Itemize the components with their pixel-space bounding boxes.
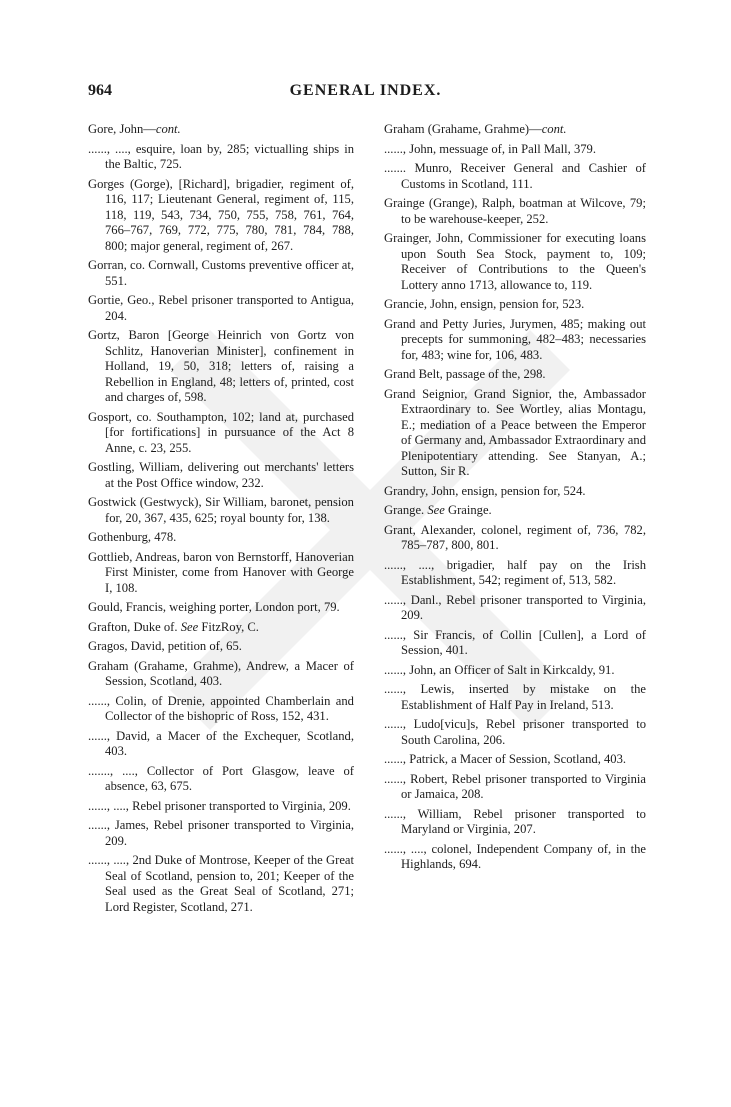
index-entry xyxy=(88,258,354,289)
index-entry xyxy=(88,495,354,526)
entry-heading: Grandry, John, xyxy=(384,483,462,498)
entry-text: Rebel prisoner transported to Virginia or Jamaica, 208. xyxy=(401,771,647,801)
index-entry xyxy=(384,717,646,748)
entry-heading: Grange. xyxy=(384,503,428,517)
entry-text: Customs preventive officer at, 551. xyxy=(105,258,354,288)
entry-heading: Gortie, Geo., xyxy=(88,293,159,307)
entry-heading: ......, John, xyxy=(384,662,440,677)
entry-text: 478. xyxy=(154,530,177,544)
entry-heading: Gragos, David, xyxy=(88,639,168,653)
entry-heading: ......, Danl., xyxy=(384,592,447,607)
index-entry xyxy=(88,122,354,138)
entry-heading: ......, Colin, of Drenie, xyxy=(88,693,211,708)
entry-text: confinement in Holland, 19, 50, 318; letters of, raising a Rebellion in England, 48; letters of, printed, cost and charges of, 598. xyxy=(105,343,355,404)
entry-text: passage of the, 298. xyxy=(445,367,546,381)
entry-heading: ......, ...., xyxy=(88,141,136,156)
entry-text: Jurymen, 485; making out precepts for summoning, 482–483; necessaries for, 483; wine for, 106, 483. xyxy=(401,316,646,362)
index-entry xyxy=(384,663,646,679)
entry-text: Commissioner for executing loans upon South Sea Stock, payment to, 109; Receiver of Contributions to the Queen's Lottery anno 1713, allowance to, 119. xyxy=(401,231,647,292)
entry-heading: ......, ...., xyxy=(384,841,432,856)
index-entry xyxy=(384,387,646,480)
index-entry xyxy=(88,530,354,546)
entry-heading: ......, ...., xyxy=(88,798,133,813)
index-entry xyxy=(88,659,354,690)
entry-heading: Gould, Francis, xyxy=(88,600,170,614)
index-entry xyxy=(384,122,646,138)
entry-heading: Gostwick (Gestwyck), Sir William, xyxy=(88,495,271,509)
entry-text: a Macer of Session, Scotland, 403. xyxy=(451,752,627,766)
entry-heading: Gottlieb, Andreas, baron von Bernstorff, xyxy=(88,549,296,564)
entry-heading: ......, Lewis, xyxy=(384,682,469,696)
entry-text: Rebel prisoner transported to South Carolina, 206. xyxy=(401,717,646,747)
index-entry xyxy=(88,550,354,597)
index-entry xyxy=(88,639,354,655)
entry-heading: Grainge (Grange), Ralph, xyxy=(384,196,520,210)
entry-italic: cont. xyxy=(155,122,181,136)
page-number: 964 xyxy=(88,82,112,99)
entry-text: brigadier, regiment of, 116, 117; Lieutenant General, regiment of, 115, 118, 119, 543, 734, 750, 755, 758, 761, 764, 766–767, 769, 772, 775, 780, 781, 784, 788, 800; major general, regiment of, 267. xyxy=(105,176,354,253)
entry-heading: ......, Sir Francis, of Collin [Cullen], xyxy=(384,627,592,642)
entry-heading: Gorges (Gorge), [Richard], xyxy=(88,176,236,191)
entry-heading: ......, Robert, xyxy=(384,771,452,786)
index-entry xyxy=(88,177,354,255)
index-entry xyxy=(384,297,646,313)
index-entry xyxy=(384,196,646,227)
entry-heading: Gore, John— xyxy=(88,122,156,136)
entry-text: Ambassador Extraordinary to. See Wortley, alias Montagu, E.; mediation of a Peace between the Emperor of Germany and, Ambassador Extraordinary and Plenipotentiary attending. See Stanyan, A.; Sutton, Sir R. xyxy=(401,386,646,478)
entry-heading: ......, Patrick, xyxy=(384,752,452,766)
entry-heading: ......, Ludo[vicu]s, xyxy=(384,717,487,731)
entry-text: Rebel prisoner transported to Maryland or Virginia, 207. xyxy=(401,806,646,836)
entry-text: brigadier, half pay on the Irish Establishment, 542; regiment of, 513, 582. xyxy=(401,557,647,587)
entry-text: 102; land at, purchased [for fortifications] in pursuance of the Act 8 Anne, c. 23, 255. xyxy=(105,409,354,455)
index-entry xyxy=(384,523,646,554)
entry-text: ensign, pension for, 524. xyxy=(461,483,586,498)
entry-heading: Grainger, John, xyxy=(384,231,468,245)
entry-heading: ......, ...., xyxy=(384,557,447,572)
entry-heading: Grand and Petty Juries, xyxy=(384,316,510,331)
entry-text: baronet, pension for, 20, 367, 435, 625; royal bounty for, 138. xyxy=(105,495,354,525)
entry-text: inserted by mistake on the Establishment of Half Pay in Ireland, 513. xyxy=(401,682,646,712)
index-entry xyxy=(88,694,354,725)
index-entry xyxy=(88,600,354,616)
index-entry xyxy=(384,317,646,364)
entry-text: weighing porter, London port, 79. xyxy=(169,600,340,614)
entry-text: Rebel prisoner transported to Virginia, 209. xyxy=(401,592,646,622)
index-column-right xyxy=(384,122,646,877)
entry-text: an Officer of Salt in Kirkcaldy, 91. xyxy=(439,662,615,677)
index-entry xyxy=(384,231,646,293)
index-entry xyxy=(384,503,646,519)
entry-heading: ....... Munro, xyxy=(384,161,461,175)
index-entry xyxy=(384,842,646,873)
index-entry xyxy=(88,764,354,795)
entry-heading: ......, James, xyxy=(88,818,154,832)
entry-heading: ......, John, xyxy=(384,141,440,156)
entry-heading: Grand Seignior, Grand Signior, the, xyxy=(384,386,584,401)
entry-heading: ......, William, xyxy=(384,806,474,821)
index-column-left xyxy=(88,122,354,919)
entry-text: messuage of, in Pall Mall, 379. xyxy=(439,141,596,156)
index-entry xyxy=(88,460,354,491)
entry-text: Hanoverian First Minister, come from Hanover with George I, 108. xyxy=(105,549,354,595)
index-entry xyxy=(384,772,646,803)
index-entry xyxy=(88,142,354,173)
entry-heading: ......., ...., xyxy=(88,763,147,778)
entry-italic: See xyxy=(427,503,445,517)
entry-heading: Gostling, William, xyxy=(88,460,188,474)
index-entry xyxy=(88,853,354,915)
entry-text: colonel, Independent Company of, in the Highlands, 694. xyxy=(401,841,646,871)
index-entry xyxy=(88,729,354,760)
entry-heading: Gortz, Baron [George Heinrich von Gortz von Schlitz, Hanoverian Minister], xyxy=(88,328,354,358)
entry-text: esquire, loan by, 285; victualling ships in the Baltic, 725. xyxy=(105,141,354,171)
index-entry xyxy=(88,328,354,406)
entry-text: 2nd Duke of Montrose, Keeper of the Great Seal of Scotland, pension to, 201; Keeper of the Seal used as the Great Seal of Scotland, 271; Lord Register, Scotland, 271. xyxy=(105,853,354,914)
entry-heading: Gosport, co. Southampton, xyxy=(88,409,232,424)
page-title: GENERAL INDEX. xyxy=(289,82,442,99)
entry-text: Rebel prisoner transported to Virginia, 209. xyxy=(105,818,355,848)
entry-text: delivering out merchants' letters at the Post Office window, 232. xyxy=(105,460,355,490)
index-entry xyxy=(384,484,646,500)
entry-italic: cont. xyxy=(541,122,567,136)
entry-heading: ......, ...., xyxy=(88,853,133,867)
entry-text: FitzRoy, C. xyxy=(198,619,259,634)
entry-text: Rebel prisoner transported to Antigua, 204. xyxy=(105,293,354,323)
entry-text: petition of, 65. xyxy=(167,639,242,653)
index-entry xyxy=(384,558,646,589)
entry-text: a Lord of Session, 401. xyxy=(401,627,646,657)
entry-text: boatman at Wilcove, 79; to be warehouse-keeper, 252. xyxy=(401,196,646,226)
entry-heading: ......, David, xyxy=(88,728,157,743)
entry-text: a Macer of Session, Scotland, 403. xyxy=(105,658,354,688)
index-entry xyxy=(88,620,354,636)
index-entry xyxy=(384,142,646,158)
entry-heading: Grafton, Duke of. xyxy=(88,619,181,634)
entry-text: Rebel prisoner transported to Virginia, 209. xyxy=(132,798,351,813)
entry-text: Grainge. xyxy=(444,503,492,517)
index-entry xyxy=(384,682,646,713)
entry-text: ensign, pension for, 523. xyxy=(460,297,585,311)
entry-text: colonel, regiment of, 736, 782, 785–787, 800, 801. xyxy=(401,522,646,552)
entry-heading: Grant, Alexander, xyxy=(384,522,482,537)
entry-heading: Grand Belt, xyxy=(384,367,446,381)
index-entry xyxy=(384,628,646,659)
entry-italic: See xyxy=(180,619,199,634)
index-entry xyxy=(88,818,354,849)
index-entry xyxy=(384,367,646,383)
entry-heading: Graham (Grahame, Grahme), Andrew, xyxy=(88,658,295,673)
index-entry xyxy=(384,807,646,838)
entry-text: appointed Chamberlain and Collector of the bishopric of Ross, 152, 431. xyxy=(105,693,354,723)
entry-text: Collector of Port Glasgow, leave of absence, 63, 675. xyxy=(105,763,355,793)
entry-heading: Gothenburg, xyxy=(88,530,155,544)
index-entry xyxy=(88,410,354,457)
index-entry xyxy=(88,799,354,815)
entry-heading: Graham (Grahame, Grahme)— xyxy=(384,122,542,136)
index-entry xyxy=(384,161,646,192)
entry-text: a Macer of the Exchequer, Scotland, 403. xyxy=(105,728,355,758)
index-entry xyxy=(384,593,646,624)
entry-heading: Grancie, John, xyxy=(384,297,461,311)
entry-heading: Gorran, co. Cornwall, xyxy=(88,258,202,272)
entry-text: Receiver General and Cashier of Customs in Scotland, 111. xyxy=(401,161,646,191)
index-entry xyxy=(88,293,354,324)
index-entry xyxy=(384,752,646,768)
